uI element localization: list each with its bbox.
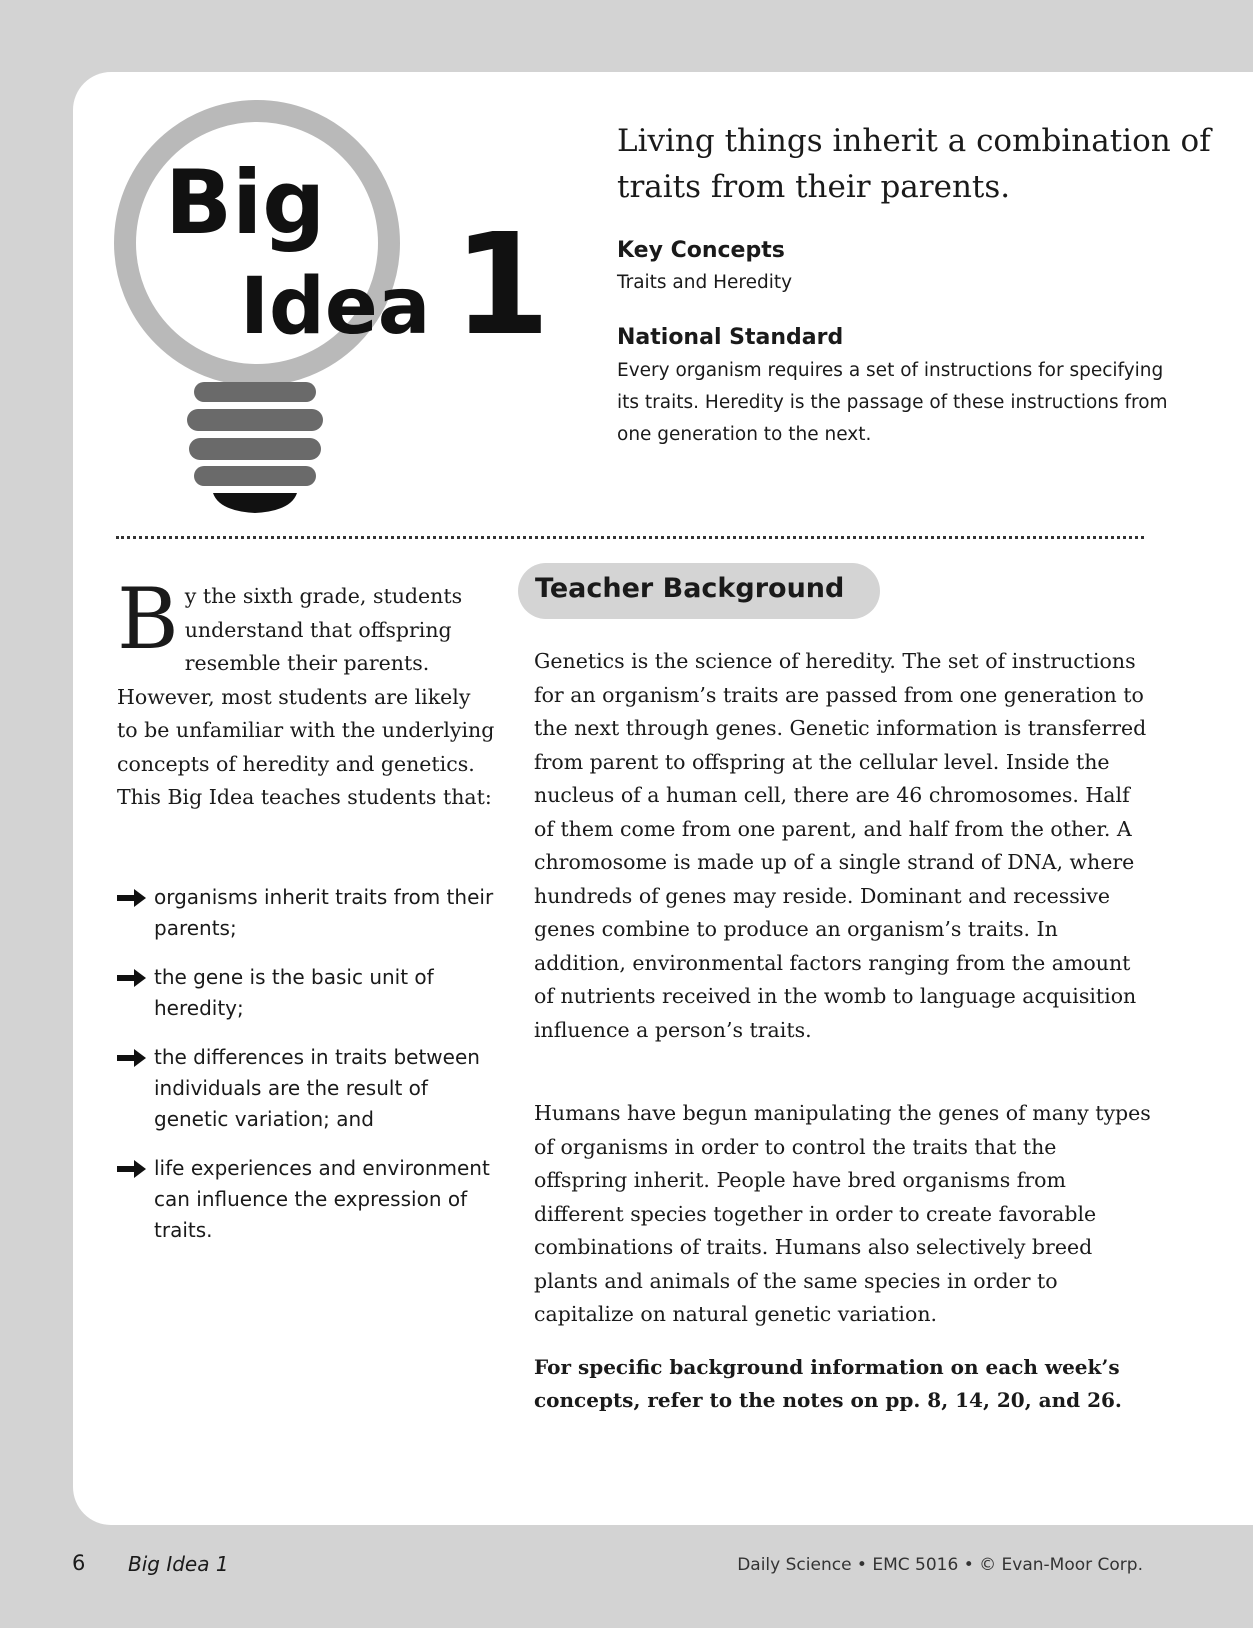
- light-bulb-icon: [85, 95, 555, 535]
- big-word: Big: [165, 151, 326, 254]
- idea-word: Idea: [240, 262, 431, 352]
- background-note: For specific background information on each week’s concepts, refer to the notes on pp. 8, 14, 20, and 26.: [534, 1355, 1122, 1412]
- intro-paragraph: [117, 570, 497, 815]
- big-idea-headline: Living things inherit a combination of traits from their parents.: [617, 123, 1211, 205]
- key-concepts-heading: Key Concepts: [617, 238, 785, 263]
- list-item-text: the differences in traits between individuals are the result of genetic variation; and: [154, 1045, 480, 1131]
- list-item-text: organisms inherit traits from their parents;: [154, 885, 494, 940]
- list-item: [117, 882, 502, 944]
- list-item: [117, 962, 502, 1024]
- footer-section: Big Idea 1: [128, 1552, 229, 1576]
- arrow-right-icon: [117, 1159, 147, 1179]
- national-standard-text: Every organism requires a set of instructions for specifying its traits. Heredity is the passage of these instructions from one generation to the next.: [617, 360, 1168, 445]
- list-item-text: the gene is the basic unit of heredity;: [154, 965, 434, 1020]
- intro-text: y the sixth grade, students understand that offspring resemble their parents. However, most students are likely to be unfamiliar with the underlying concepts of heredity and genetics. This Big Idea teaches students that:: [117, 584, 495, 809]
- list-item-text: life experiences and environment can influence the expression of traits.: [154, 1156, 490, 1242]
- learning-goals-list: [117, 882, 502, 1264]
- dotted-divider: [116, 536, 1144, 539]
- footer-credit: Daily Science • EMC 5016 • © Evan-Moor Corp.: [737, 1555, 1143, 1575]
- key-concepts-text: Traits and Heredity: [617, 272, 793, 293]
- list-item: [117, 1042, 502, 1135]
- national-standard-heading: National Standard: [617, 325, 844, 350]
- arrow-right-icon: [117, 1048, 147, 1068]
- arrow-right-icon: [117, 968, 147, 988]
- page-number: 6: [72, 1551, 86, 1575]
- idea-number: 1: [453, 204, 551, 367]
- background-paragraph-2: Humans have begun manipulating the genes of many types of organisms in order to control the traits that the offspring inherit. People have bred organisms from different species together in order to create favorable combinations of traits. Humans also selectively breed plants and animals of the same species in order to capitalize on natural genetic variation.: [534, 1101, 1151, 1326]
- section-title: Teacher Background: [535, 573, 845, 604]
- drop-cap: B: [117, 570, 179, 668]
- background-paragraph-1: Genetics is the science of heredity. The set of instructions for an organism’s traits are passed from one generation to the next through genes. Genetic information is transferred from parent to offspring at the cellular level. Inside the nucleus of a human cell, there are 46 chromosomes. Half of them come from one parent, and half from the other. A chromosome is made up of a single strand of DNA, where hundreds of genes may reside. Dominant and recessive genes combine to produce an organism’s traits. In addition, environmental factors ranging from the amount of nutrients received in the womb to language acquisition influence a person’s traits.: [534, 649, 1147, 1042]
- list-item: [117, 1153, 502, 1246]
- arrow-right-icon: [117, 888, 147, 908]
